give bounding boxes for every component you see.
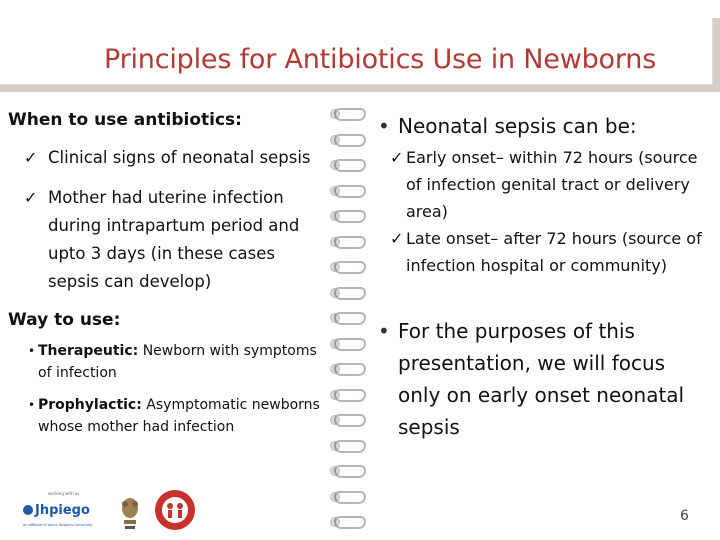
bullet-icon: • — [378, 319, 390, 343]
binding-ring — [330, 463, 362, 477]
binding-ring — [330, 259, 362, 273]
when-item — [8, 144, 328, 172]
binding-ring — [330, 387, 362, 401]
bullet-text: For the purposes of this presentation, we will focus only on early onset neonatal sepsis — [398, 319, 685, 439]
logo-strip — [20, 486, 250, 532]
health-mission-emblem-icon — [152, 488, 198, 532]
binding-ring — [330, 234, 362, 248]
binding-ring — [330, 412, 362, 426]
binding-ring — [330, 310, 362, 324]
way-item-text: Asymptomatic newborns whose mother had infection — [38, 397, 320, 435]
sub-item-text: Late onset– after 72 hours (source of infection hospital or community) — [406, 229, 702, 275]
when-item — [8, 184, 328, 296]
jhpiego-top-text: working with us — [48, 491, 80, 496]
binding-ring — [330, 285, 362, 299]
when-heading: When to use antibiotics: — [8, 110, 242, 130]
bullet-icon: • — [28, 344, 36, 358]
page-number: 6 — [680, 508, 689, 524]
slide-title: Principles for Antibiotics Use in Newborns — [104, 44, 657, 75]
checkmark-icon: ✓ — [390, 229, 404, 248]
spiral-binding — [322, 102, 368, 532]
binding-ring — [330, 514, 362, 528]
national-emblem-icon — [116, 490, 144, 532]
bullet-icon: • — [28, 398, 36, 412]
jhpiego-tagline: an affiliate of Johns Hopkins University — [23, 523, 93, 527]
binding-ring — [330, 361, 362, 375]
jhpiego-name: Jhpiego — [35, 503, 90, 518]
sub-item — [378, 144, 708, 225]
binding-ring — [330, 106, 362, 120]
binding-ring — [330, 208, 362, 222]
sub-item — [378, 225, 708, 279]
way-item-label: Therapeutic: — [38, 343, 139, 359]
when-item-text: Clinical signs of neonatal sepsis — [48, 148, 311, 167]
checkmark-icon: ✓ — [24, 148, 38, 167]
way-heading: Way to use: — [8, 310, 121, 330]
binding-ring — [330, 438, 362, 452]
binding-ring — [330, 157, 362, 171]
binding-ring — [330, 489, 362, 503]
way-item — [8, 394, 328, 438]
jhpiego-logo — [20, 486, 112, 532]
right-column — [378, 110, 708, 443]
left-column — [8, 110, 328, 438]
binding-ring — [330, 336, 362, 350]
sub-item-text: Early onset– within 72 hours (source of infection genital tract or delivery area) — [406, 148, 698, 221]
bullet-icon: • — [378, 114, 390, 138]
checkmark-icon: ✓ — [390, 148, 404, 167]
way-item — [8, 340, 328, 384]
bullet-item — [378, 315, 708, 443]
way-item-text: Newborn with symptoms of infection — [38, 343, 317, 381]
checkmark-icon: ✓ — [24, 188, 38, 207]
binding-ring — [330, 132, 362, 146]
binding-ring — [330, 183, 362, 197]
bullet-text: Neonatal sepsis can be: — [398, 114, 637, 138]
way-item-label: Prophylactic: — [38, 397, 142, 413]
when-item-text: Mother had uterine infection during intrapartum period and upto 3 days (in these cases sepsis can develop) — [48, 188, 300, 291]
jhpiego-mark — [23, 505, 33, 515]
bullet-item — [378, 110, 708, 142]
